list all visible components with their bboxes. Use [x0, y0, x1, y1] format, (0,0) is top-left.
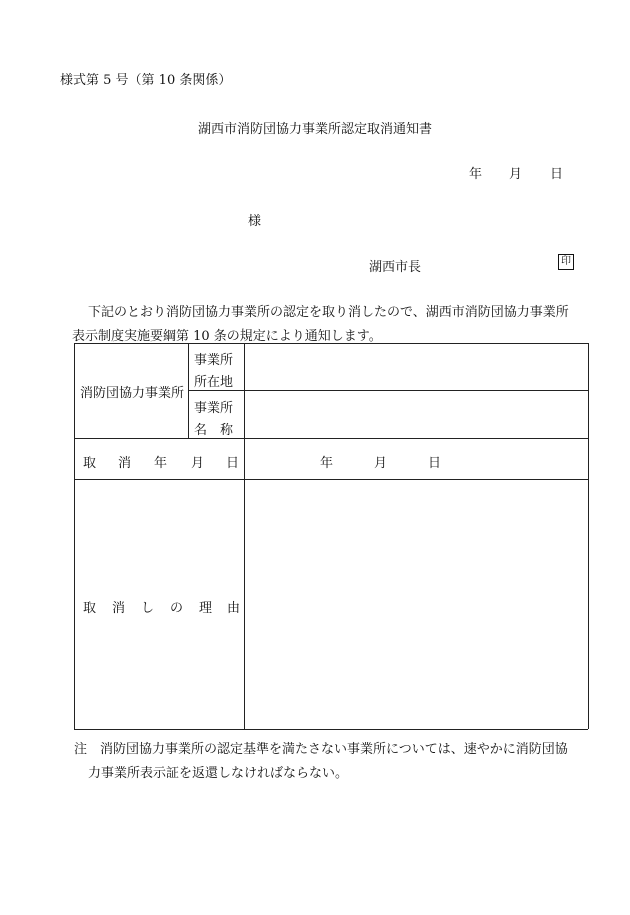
addressee-honorific: 様 [248, 214, 262, 229]
reason-label-char: 取 [83, 601, 97, 616]
cancel-date-month: 月 [374, 456, 388, 471]
reason-value-cell[interactable] [246, 481, 586, 727]
table-border-top [74, 343, 588, 344]
table-divider-business-date [74, 438, 588, 439]
cancel-date-year: 年 [320, 456, 334, 471]
address-label-line-1: 事業所 [194, 353, 234, 368]
address-label-line-2: 所在地 [194, 375, 234, 390]
table-divider-date-reason [74, 479, 588, 480]
sender-name: 湖西市長 [369, 260, 422, 275]
cancel-date-label-char: 月 [191, 456, 205, 471]
cancel-date-label-char: 消 [118, 456, 132, 471]
body-text-line-1: 下記のとおり消防団協力事業所の認定を取り消したので、湖西市消防団協力事業所 [88, 305, 569, 320]
cancel-date-label-char: 年 [154, 456, 168, 471]
reason-label-char: 消 [112, 601, 126, 616]
reason-label-char: 由 [227, 601, 241, 616]
date-month-label: 月 [509, 167, 523, 182]
date-day-label: 日 [550, 167, 564, 182]
table-border-left [74, 343, 75, 729]
address-value-cell[interactable] [246, 345, 586, 389]
cancel-date-day: 日 [428, 456, 442, 471]
row-header-business: 消防団協力事業所 [80, 386, 185, 401]
note-line-2: 力事業所表示証を返還しなければならない。 [88, 766, 349, 781]
cancel-date-label-char: 取 [83, 456, 97, 471]
cancel-date-label-char: 日 [226, 456, 240, 471]
table-border-bottom [74, 729, 588, 730]
name-label-line-1: 事業所 [194, 401, 234, 416]
table-divider-address-name [188, 390, 588, 391]
reason-label-char: の [170, 601, 184, 616]
table-divider-value-col [244, 343, 245, 729]
seal-mark: 印 [558, 254, 574, 270]
document-title: 湖西市消防団協力事業所認定取消通知書 [197, 122, 432, 137]
form-number: 様式第 5 号（第 10 条関係） [60, 73, 232, 88]
reason-label-char: 理 [199, 601, 213, 616]
reason-label-char: し [141, 601, 155, 616]
name-value-cell[interactable] [246, 392, 586, 437]
note-line-1: 注 消防団協力事業所の認定基準を満たさない事業所については、速やかに消防団協 [74, 742, 568, 757]
name-label-line-2: 名 称 [194, 423, 234, 438]
date-year-label: 年 [469, 167, 483, 182]
table-border-right [588, 343, 589, 729]
body-text-line-2: 表示制度実施要綱第 10 条の規定により通知します。 [72, 329, 382, 344]
business-info-table [74, 343, 588, 729]
